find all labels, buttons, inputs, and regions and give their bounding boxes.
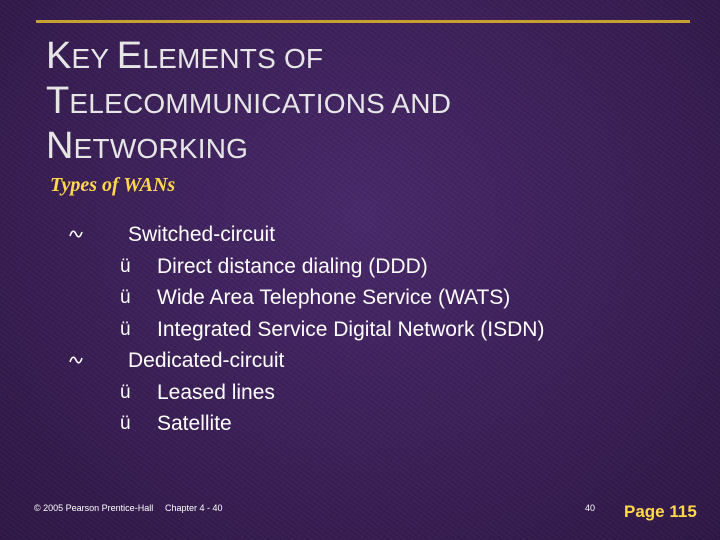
list-item-text: Leased lines bbox=[157, 380, 275, 404]
check-mark-icon: ü bbox=[120, 318, 131, 340]
list-item-text: Dedicated-circuit bbox=[128, 349, 285, 372]
title-line-3: NETWORKING bbox=[46, 124, 249, 167]
subtitle: Types of WANs bbox=[50, 174, 176, 196]
slide-number: 40 bbox=[585, 503, 596, 513]
list-item bbox=[0, 408, 720, 440]
title-rule bbox=[36, 20, 690, 23]
list-item-text: Direct distance dialing (DDD) bbox=[157, 254, 428, 278]
wave-bullet-icon bbox=[69, 354, 83, 366]
list-item bbox=[0, 314, 720, 346]
list-item bbox=[0, 219, 720, 251]
title-line-2: TELECOMMUNICATIONS AND bbox=[46, 79, 452, 122]
check-mark-icon: ü bbox=[120, 413, 131, 434]
list-item-text: Switched-circuit bbox=[128, 223, 276, 246]
list-item-text: Integrated Service Digital Network (ISDN) bbox=[157, 317, 545, 341]
check-mark-icon: ü bbox=[120, 255, 131, 277]
title-line-1: KEY ELEMENTS OF bbox=[46, 35, 324, 77]
list-item bbox=[0, 345, 720, 377]
slide-title bbox=[46, 34, 686, 168]
bullet-list bbox=[0, 219, 720, 440]
page-number: Page 115 bbox=[624, 502, 697, 521]
wave-bullet-icon bbox=[69, 228, 83, 240]
check-mark-icon: ü bbox=[120, 287, 131, 308]
list-item bbox=[0, 251, 720, 283]
footer-chapter: Chapter 4 - 40 bbox=[165, 503, 223, 513]
list-item-text: Satellite bbox=[157, 412, 232, 435]
check-mark-icon: ü bbox=[120, 381, 131, 403]
list-item-text: Wide Area Telephone Service (WATS) bbox=[157, 286, 511, 309]
footer-copyright: © 2005 Pearson Prentice-Hall bbox=[34, 503, 154, 513]
list-item bbox=[0, 282, 720, 314]
list-item bbox=[0, 377, 720, 409]
